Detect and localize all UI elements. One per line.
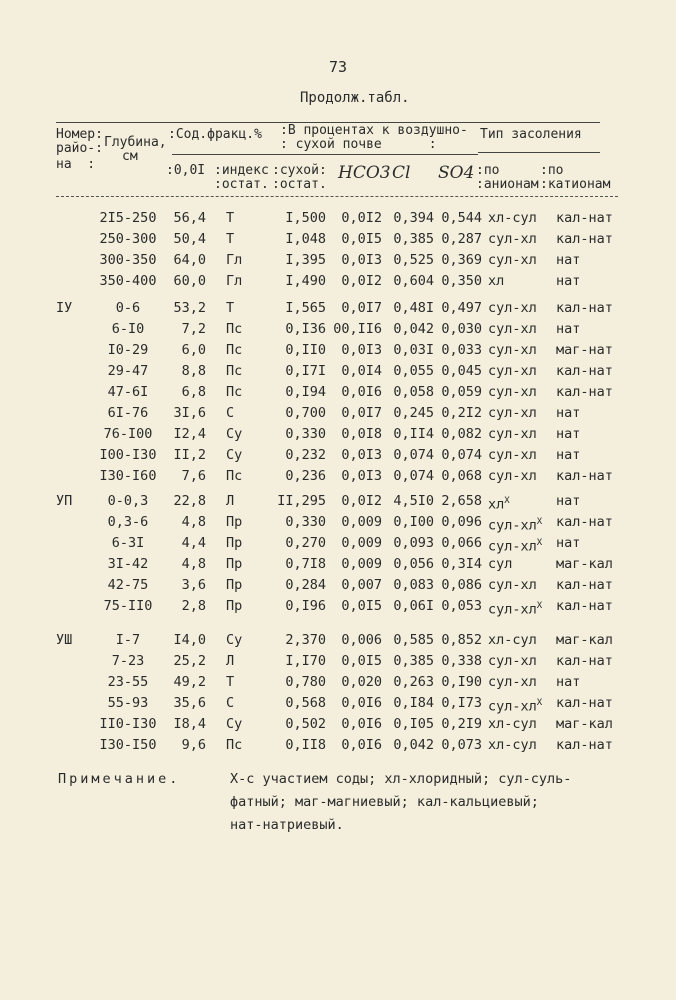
cell-anion-type: хл-сул — [488, 716, 537, 732]
cell-anion-type: сул-$хл^X$ — [488, 601, 543, 618]
cell-fraction: 64,0 — [173, 252, 206, 268]
cell-cl: 0,06I — [393, 598, 434, 614]
cell-fraction: 22,8 — [173, 493, 206, 509]
cell-so4: 0,2I2 — [441, 405, 482, 421]
cell-anion-type: сул-$хл^X$ — [488, 698, 543, 715]
cell-dry-residue: I,I70 — [285, 653, 326, 669]
cell-fraction: 25,2 — [173, 653, 206, 669]
cell-cl: 0,042 — [393, 737, 434, 753]
cell-depth: 250-300 — [99, 231, 157, 247]
cell-cation-type: кал-нат — [556, 363, 613, 379]
cell-dry-residue: 0,330 — [285, 514, 326, 530]
cell-cation-type: маг-кал — [556, 716, 613, 732]
header-region-3: на : — [56, 157, 96, 172]
cell-index: Пс — [226, 321, 243, 337]
cell-so4: 0,2I9 — [441, 716, 482, 732]
cell-so4: 0,497 — [441, 300, 482, 316]
cell-so4: 0,852 — [441, 632, 482, 648]
cell-so4: 0,066 — [441, 535, 482, 551]
cell-dry-residue: 0,270 — [285, 535, 326, 551]
cell-hco3: 0,009 — [341, 514, 382, 530]
cell-fraction: I4,0 — [173, 632, 206, 648]
cell-so4: 2,658 — [441, 493, 482, 509]
header-cation-2: :катионам — [540, 177, 611, 192]
cell-depth: 47-6I — [107, 384, 149, 400]
cell-cl: 4,5I0 — [393, 493, 434, 509]
cell-anion-type: сул-хл — [488, 252, 537, 268]
cell-cation-type: нат — [556, 426, 581, 442]
header-type-rule — [478, 152, 600, 153]
cell-hco3: 0,009 — [341, 535, 382, 551]
cell-cl: 0,083 — [393, 577, 434, 593]
cell-index: Гл — [226, 273, 243, 289]
note-label: Примечание. — [58, 771, 181, 787]
cell-dry-residue: 0,7I8 — [285, 556, 326, 572]
cell-so4: 0,338 — [441, 653, 482, 669]
cell-depth: 300-350 — [99, 252, 157, 268]
header-cl: Cl — [392, 163, 411, 183]
cell-anion-type: сул-хл — [488, 577, 537, 593]
header-anion-2: :анионам — [476, 177, 539, 192]
cell-cl: 0,I84 — [393, 695, 434, 711]
cell-cation-type: кал-нат — [556, 300, 613, 316]
cell-cation-type: нат — [556, 447, 581, 463]
cell-dry-residue: 0,I36 — [285, 321, 326, 337]
cell-index: Пс — [226, 384, 243, 400]
cell-cation-type: нат — [556, 273, 581, 289]
cell-cl: 0,I00 — [393, 514, 434, 530]
cell-cation-type: нат — [556, 321, 581, 337]
cell-dry-residue: 0,780 — [285, 674, 326, 690]
cell-so4: 0,I73 — [441, 695, 482, 711]
cell-fraction: 56,4 — [173, 210, 206, 226]
header-frac-001: :0,0I — [166, 163, 206, 178]
cell-hco3: 0,0I4 — [341, 363, 382, 379]
cell-cl: 0,585 — [393, 632, 434, 648]
cell-fraction: 9,6 — [181, 737, 206, 753]
cell-so4: 0,369 — [441, 252, 482, 268]
cell-hco3: 0,0I7 — [341, 300, 382, 316]
cell-depth: 75-II0 — [103, 598, 153, 614]
cell-hco3: 0,0I5 — [341, 598, 382, 614]
cell-index: Су — [226, 716, 243, 732]
cell-index: Пс — [226, 363, 243, 379]
header-dry-2: :остат. — [272, 177, 327, 192]
cell-so4: 0,096 — [441, 514, 482, 530]
cell-region: УП — [56, 493, 73, 509]
cell-cl: 0,525 — [393, 252, 434, 268]
cell-hco3: 0,0I7 — [341, 405, 382, 421]
cell-index: Пр — [226, 535, 243, 551]
cell-index: Пр — [226, 598, 243, 614]
cell-index: С — [226, 695, 235, 711]
cell-cl: 0,263 — [393, 674, 434, 690]
cell-so4: 0,287 — [441, 231, 482, 247]
cell-dry-residue: 0,232 — [285, 447, 326, 463]
cell-region: IУ — [56, 300, 73, 316]
cell-cation-type: кал-нат — [556, 210, 613, 226]
cell-cl: 0,48I — [393, 300, 434, 316]
cell-dry-residue: I,500 — [285, 210, 326, 226]
header-salinity-type: Тип засоления — [480, 127, 582, 142]
cell-depth: 42-75 — [107, 577, 149, 593]
cell-hco3: 0,0I3 — [341, 447, 382, 463]
cell-index: Т — [226, 300, 235, 316]
cell-fraction: I8,4 — [173, 716, 206, 732]
cell-fraction: 49,2 — [173, 674, 206, 690]
cell-anion-type: сул-хл — [488, 342, 537, 358]
cell-cation-type: маг-кал — [556, 556, 613, 572]
cell-cation-type: маг-нат — [556, 342, 613, 358]
cell-cl: 0,058 — [393, 384, 434, 400]
cell-so4: 0,033 — [441, 342, 482, 358]
cell-cation-type: нат — [556, 252, 581, 268]
cell-dry-residue: 2,370 — [285, 632, 326, 648]
cell-depth: 2I5-250 — [99, 210, 157, 226]
cell-so4: 0,068 — [441, 468, 482, 484]
cell-hco3: 0,0I6 — [341, 384, 382, 400]
header-bottom-rule — [56, 196, 618, 197]
cell-anion-type: сул-хл — [488, 363, 537, 379]
cell-so4: 0,045 — [441, 363, 482, 379]
cell-anion-type: сул-$хл^X$ — [488, 538, 543, 555]
cell-fraction: 6,8 — [181, 384, 206, 400]
cell-anion-type: сул-хл — [488, 447, 537, 463]
cell-dry-residue: I,565 — [285, 300, 326, 316]
cell-so4: 0,086 — [441, 577, 482, 593]
cell-fraction: 4,4 — [181, 535, 206, 551]
cell-dry-residue: 0,I7I — [285, 363, 326, 379]
cell-depth: 23-55 — [107, 674, 149, 690]
cell-cation-type: кал-нат — [556, 653, 613, 669]
cell-region: УШ — [56, 632, 73, 648]
cell-dry-residue: II,295 — [277, 493, 326, 509]
cell-fraction: 7,2 — [181, 321, 206, 337]
cell-index: Су — [226, 447, 243, 463]
cell-anion-type: сул — [488, 556, 513, 572]
cell-depth: 0-0,3 — [107, 493, 149, 509]
note-line-3: нат-натриевый. — [230, 817, 344, 833]
cell-dry-residue: 0,II0 — [285, 342, 326, 358]
cell-fraction: II,2 — [173, 447, 206, 463]
cell-hco3: 0,0I2 — [341, 273, 382, 289]
cell-depth: 350-400 — [99, 273, 157, 289]
cell-depth: I30-I50 — [99, 737, 157, 753]
cell-index: Л — [226, 653, 235, 669]
cell-cation-type: кал-нат — [556, 598, 613, 614]
cell-depth: 6I-76 — [107, 405, 149, 421]
cell-hco3: 0,0I6 — [341, 737, 382, 753]
cell-cation-type: кал-нат — [556, 468, 613, 484]
cell-depth: I00-I30 — [99, 447, 157, 463]
cell-cation-type: кал-нат — [556, 231, 613, 247]
cell-so4: 0,030 — [441, 321, 482, 337]
cell-cl: 0,604 — [393, 273, 434, 289]
cell-anion-type: хл-сул — [488, 210, 537, 226]
cell-so4: 0,082 — [441, 426, 482, 442]
cell-dry-residue: 0,236 — [285, 468, 326, 484]
header-depth-2: см — [122, 149, 138, 164]
cell-anion-type: хл-сул — [488, 737, 537, 753]
cell-depth: 7-23 — [111, 653, 145, 669]
cell-cl: 0,093 — [393, 535, 434, 551]
cell-fraction: 60,0 — [173, 273, 206, 289]
cell-cl: 0,055 — [393, 363, 434, 379]
cell-index: Л — [226, 493, 235, 509]
cell-anion-type: сул-хл — [488, 468, 537, 484]
cell-index: Пр — [226, 556, 243, 572]
cell-cl: 0,056 — [393, 556, 434, 572]
cell-anion-type: сул-$хл^X$ — [488, 517, 543, 534]
cell-depth: I-7 — [115, 632, 141, 648]
continuation-title: Продолж.табл. — [300, 90, 410, 106]
soda-marker: X — [536, 538, 543, 548]
cell-fraction: 7,6 — [181, 468, 206, 484]
cell-index: Су — [226, 426, 243, 442]
header-percent-2: : сухой почве : — [280, 137, 437, 152]
cell-index: Пс — [226, 468, 243, 484]
cell-dry-residue: I,395 — [285, 252, 326, 268]
cell-hco3: 0,0I5 — [341, 653, 382, 669]
cell-dry-residue: I,490 — [285, 273, 326, 289]
cell-depth: 6-I0 — [111, 321, 145, 337]
note-line-1: Х-с участием соды; хл-хлоридный; сул-суль- — [230, 771, 572, 787]
cell-hco3: 0,0I5 — [341, 231, 382, 247]
cell-hco3: 0,0I8 — [341, 426, 382, 442]
cell-hco3: 0,007 — [341, 577, 382, 593]
header-hco3: HCO3 — [338, 163, 391, 183]
cell-cation-type: маг-кал — [556, 632, 613, 648]
cell-index: Т — [226, 674, 235, 690]
cell-anion-type: сул-хл — [488, 674, 537, 690]
cell-anion-type: сул-хл — [488, 300, 537, 316]
cell-fraction: 35,6 — [173, 695, 206, 711]
cell-dry-residue: 0,502 — [285, 716, 326, 732]
cell-index: Пс — [226, 342, 243, 358]
cell-index: Пр — [226, 577, 243, 593]
cell-hco3: 0,0I3 — [341, 252, 382, 268]
cell-index: Пс — [226, 737, 243, 753]
cell-cl: 0,II4 — [393, 426, 434, 442]
cell-hco3: 0,0I2 — [341, 210, 382, 226]
header-fraction: :Сод.фракц.% — [168, 127, 262, 142]
cell-cation-type: кал-нат — [556, 384, 613, 400]
cell-index: Гл — [226, 252, 243, 268]
cell-cl: 0,385 — [393, 231, 434, 247]
cell-anion-type: сул-хл — [488, 653, 537, 669]
cell-anion-type: сул-хл — [488, 321, 537, 337]
cell-so4: 0,544 — [441, 210, 482, 226]
cell-anion-type: сул-хл — [488, 405, 537, 421]
header-so4: SO4 — [438, 163, 475, 183]
header-mid-rule — [172, 154, 478, 155]
cell-cl: 0,03I — [393, 342, 434, 358]
cell-index: Пр — [226, 514, 243, 530]
cell-dry-residue: 0,284 — [285, 577, 326, 593]
cell-depth: 6-3I — [111, 535, 145, 551]
cell-anion-type: $хл^X$ — [488, 496, 510, 513]
cell-index: Су — [226, 632, 243, 648]
cell-cation-type: нат — [556, 405, 581, 421]
cell-depth: 0,3-6 — [107, 514, 149, 530]
header-depth-1: Глубина, — [104, 135, 167, 150]
header-cation-1: :по — [540, 163, 564, 178]
cell-fraction: 4,8 — [181, 514, 206, 530]
soda-marker: X — [504, 496, 510, 506]
cell-cl: 0,074 — [393, 447, 434, 463]
cell-cl: 0,394 — [393, 210, 434, 226]
cell-so4: 0,3I4 — [441, 556, 482, 572]
cell-so4: 0,073 — [441, 737, 482, 753]
cell-depth: 29-47 — [107, 363, 149, 379]
cell-depth: 3I-42 — [107, 556, 149, 572]
cell-fraction: 6,0 — [181, 342, 206, 358]
cell-cation-type: нат — [556, 674, 581, 690]
header-dry-1: :сухой: — [272, 163, 327, 178]
cell-fraction: 3,6 — [181, 577, 206, 593]
cell-anion-type: сул-хл — [488, 426, 537, 442]
cell-cation-type: кал-нат — [556, 695, 613, 711]
page-number: 73 — [328, 58, 348, 76]
cell-cl: 0,385 — [393, 653, 434, 669]
cell-hco3: 0,009 — [341, 556, 382, 572]
cell-anion-type: сул-хл — [488, 231, 537, 247]
cell-cation-type: кал-нат — [556, 577, 613, 593]
cell-cl: 0,245 — [393, 405, 434, 421]
cell-dry-residue: 0,II8 — [285, 737, 326, 753]
cell-hco3: 0,020 — [341, 674, 382, 690]
cell-cl: 0,I05 — [393, 716, 434, 732]
cell-depth: 55-93 — [107, 695, 149, 711]
soda-marker: X — [536, 698, 543, 708]
cell-anion-type: хл-сул — [488, 632, 537, 648]
header-anion-1: :по — [476, 163, 500, 178]
cell-fraction: 3I,6 — [173, 405, 206, 421]
cell-so4: 0,I90 — [441, 674, 482, 690]
cell-so4: 0,059 — [441, 384, 482, 400]
cell-cl: 0,042 — [393, 321, 434, 337]
cell-fraction: 50,4 — [173, 231, 206, 247]
soda-marker: X — [536, 601, 543, 611]
cell-so4: 0,350 — [441, 273, 482, 289]
header-top-rule — [56, 122, 600, 123]
cell-index: С — [226, 405, 235, 421]
cell-anion-type: сул-хл — [488, 384, 537, 400]
cell-fraction: 8,8 — [181, 363, 206, 379]
cell-so4: 0,053 — [441, 598, 482, 614]
header-index-2: :остат. — [214, 177, 269, 192]
cell-hco3: 00,II6 — [333, 321, 382, 337]
cell-depth: I30-I60 — [99, 468, 157, 484]
cell-fraction: 53,2 — [173, 300, 206, 316]
cell-fraction: 2,8 — [181, 598, 206, 614]
cell-dry-residue: 0,330 — [285, 426, 326, 442]
header-percent-1: :В процентах к воздушно- — [280, 123, 468, 138]
cell-fraction: I2,4 — [173, 426, 206, 442]
cell-hco3: 0,0I3 — [341, 468, 382, 484]
note-line-2: фатный; маг-магниевый; кал-кальциевый; — [230, 794, 539, 810]
cell-dry-residue: 0,700 — [285, 405, 326, 421]
cell-cl: 0,074 — [393, 468, 434, 484]
cell-index: Т — [226, 231, 235, 247]
cell-depth: I0-29 — [107, 342, 149, 358]
header-region-2: райо-: — [56, 141, 103, 156]
soda-marker: X — [536, 517, 543, 527]
cell-so4: 0,074 — [441, 447, 482, 463]
cell-fraction: 4,8 — [181, 556, 206, 572]
cell-hco3: 0,0I2 — [341, 493, 382, 509]
cell-dry-residue: 0,568 — [285, 695, 326, 711]
cell-cation-type: нат — [556, 493, 581, 509]
cell-depth: 76-I00 — [103, 426, 153, 442]
cell-hco3: 0,0I6 — [341, 716, 382, 732]
cell-depth: 0-6 — [115, 300, 141, 316]
cell-index: Т — [226, 210, 235, 226]
cell-dry-residue: I,048 — [285, 231, 326, 247]
cell-cation-type: кал-нат — [556, 514, 613, 530]
cell-anion-type: хл — [488, 273, 505, 289]
cell-hco3: 0,006 — [341, 632, 382, 648]
cell-dry-residue: 0,I94 — [285, 384, 326, 400]
cell-dry-residue: 0,I96 — [285, 598, 326, 614]
cell-cation-type: кал-нат — [556, 737, 613, 753]
cell-hco3: 0,0I3 — [341, 342, 382, 358]
header-region-1: Номер: — [56, 127, 103, 142]
cell-depth: II0-I30 — [99, 716, 157, 732]
cell-hco3: 0,0I6 — [341, 695, 382, 711]
header-index-1: :индекс — [214, 163, 269, 178]
cell-cation-type: нат — [556, 535, 581, 551]
